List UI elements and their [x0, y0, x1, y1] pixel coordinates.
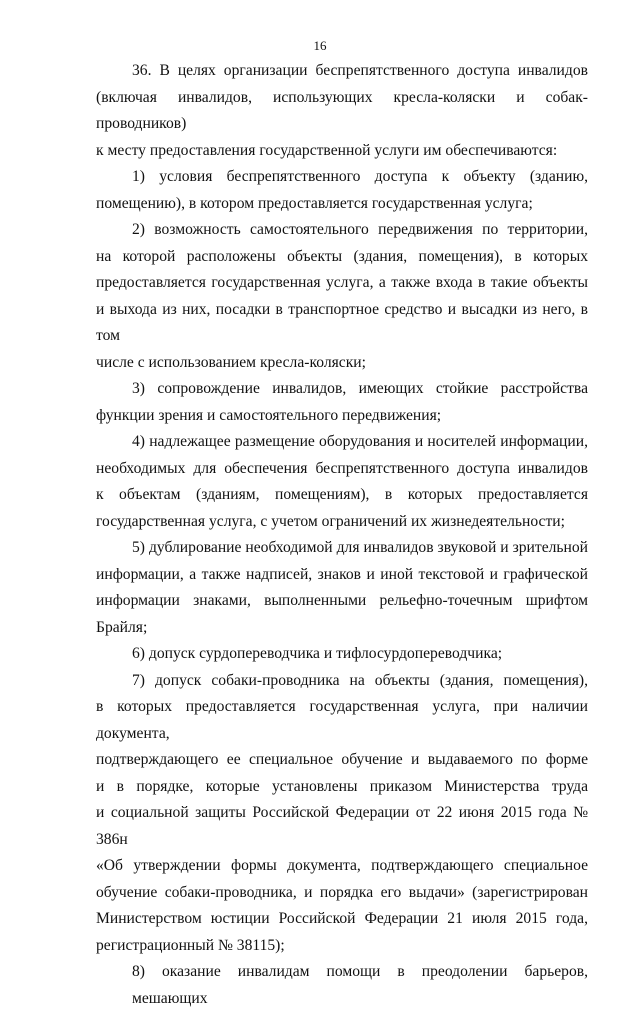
text-line: обучение собаки-проводника, и порядка его выдачи» (зарегистрирован: [96, 883, 588, 901]
text-line: 8) оказание инвалидам помощи в преодолении барьеров, мешающих: [132, 963, 588, 1007]
text-line: 5) дублирование необходимой для инвалидов звуковой и зрительной: [132, 539, 588, 556]
text-line: 3) сопровождение инвалидов, имеющих стойкие расстройства: [132, 380, 588, 397]
text-line: на которой расположены объекты (здания, помещения), в которых: [96, 247, 588, 265]
text-line: необходимых для обеспечения беспрепятственного доступа инвалидов: [96, 459, 588, 477]
text-line: 2) возможность самостоятельного передвижения по территории,: [132, 221, 588, 238]
text-line: предоставляется государственная услуга, а также входа в такие объекты: [96, 274, 588, 291]
paragraph-p36: [96, 58, 588, 164]
text-line: 6) допуск сурдопереводчика и тифлосурдопереводчика;: [132, 645, 503, 662]
text-line: функции зрения и самостоятельного передвижения;: [96, 406, 442, 424]
text-line: 7) допуск собаки-проводника на объекты (здания, помещения),: [132, 671, 588, 689]
text-line: 36. В целях организации беспрепятственного доступа инвалидов: [132, 62, 588, 79]
text-line: 1) условия беспрепятственного доступа к объекту (зданию,: [132, 168, 588, 185]
paragraph-item-3: [96, 376, 588, 429]
text-line: подтверждающего ее специальное обучение и выдаваемого по форме: [96, 751, 588, 768]
text-line: «Об утверждении формы документа, подтверждающего специальное: [96, 857, 588, 874]
paragraph-item-5: [96, 535, 588, 641]
paragraph-item-2: [96, 217, 588, 376]
paragraph-item-8: [96, 959, 588, 1012]
text-line: числе с использованием кресла-коляски;: [96, 353, 366, 371]
text-line: и социальной защиты Российской Федерации от 22 июня 2015 года № 386н: [96, 804, 588, 848]
text-line: в которых предоставляется государственная услуга, при наличии документа,: [96, 698, 588, 742]
text-line: государственная услуга, с учетом ограничений их жизнедеятельности;: [96, 512, 565, 530]
paragraph-item-6: [96, 641, 588, 668]
paragraph-item-4: [96, 429, 588, 535]
text-line: (включая инвалидов, использующих кресла-коляски и собак-проводников): [96, 88, 588, 132]
text-line: помещению), в котором предоставляется государственная услуга;: [96, 194, 533, 212]
text-line: 4) надлежащее размещение оборудования и носителей информации,: [132, 433, 588, 450]
text-line: и выхода из них, посадки в транспортное средство и высадки из него, в том: [96, 300, 588, 344]
text-line: Министерством юстиции Российской Федерации 21 июля 2015 года,: [96, 910, 588, 927]
text-line: регистрационный № 38115);: [96, 936, 285, 954]
text-line: к объектам (зданиям, помещениям), в которых предоставляется: [96, 486, 588, 503]
paragraph-item-7: [96, 668, 588, 960]
paragraph-item-1: [96, 164, 588, 217]
document-body: [96, 58, 588, 1012]
text-line: информации знаками, выполненными рельефно-точечным шрифтом Брайля;: [96, 592, 588, 636]
text-line: информации, а также надписей, знаков и иной текстовой и графической: [96, 565, 588, 583]
text-line: к месту предоставления государственной услуги им обеспечиваются:: [96, 141, 558, 159]
page-number: 16: [313, 38, 327, 53]
text-line: и в порядке, которые установлены приказом Министерства труда: [96, 777, 588, 795]
